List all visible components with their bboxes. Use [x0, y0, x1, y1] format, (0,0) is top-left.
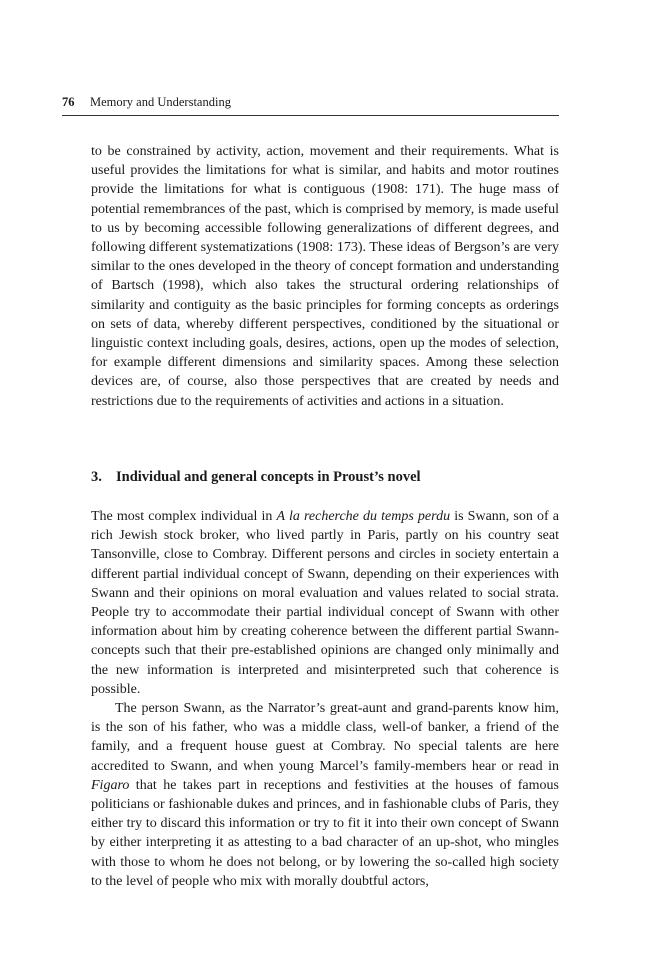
book-title: A la recherche du temps perdu: [276, 509, 451, 524]
body-text-section: [91, 507, 559, 891]
paragraph-text: is Swann, son of a rich Jewish stock broker, who lived partly in Paris, partly on his country seat Tansonville, close to Combray. Different persons and circles in society entertain a different partial individual concept of Swann, depending on their experiences with Swann and their opinions on moral evaluation and values related to social strata. People try to accommodate their partial individual concept of Swann with other information about him by creating coherence between the different partial Swann-concepts such that their pre-established opinions are changed only minimally and the new information is interpreted and misinterpreted such that coherence is possible.: [91, 509, 559, 697]
section-title: Individual and general concepts in Proust’s novel: [116, 469, 421, 485]
section-heading: [91, 467, 559, 487]
paragraph: to be constrained by activity, action, movement and their requirements. What is useful provides the limitations for what is similar, and habits and motor routines provide the limitations for what is contiguous (1908: 171). The huge mass of potential remembrances of the past, which is comprised by memory, is made useful to us by becoming accessible following generalizations of different degrees, and following different systematizations (1908: 173). These ideas of Bergson’s are very similar to the ones developed in the theory of concept formation and understanding of Bartsch (1998), which also takes the structural ordering relationships of similarity and contiguity as the basic principles for forming concepts as orderings on sets of data, whereby different perspectives, conditioned by the situational or linguistic context including goals, desires, actions, open up the modes of selection, for example different dimensions and similarity spaces. Among these selection devices are, of course, also those perspectives that are created by needs and restrictions due to the requirements of activities and actions in a situation.: [91, 144, 559, 409]
paragraph: [91, 507, 559, 699]
paragraph: [91, 699, 559, 891]
running-title: Memory and Understanding: [90, 95, 231, 109]
paragraph-text: The most complex individual in: [91, 509, 277, 524]
section-number: 3.: [91, 469, 102, 485]
paragraph-text: The person Swann, as the Narrator’s great-aunt and grand-parents know him, is the son of his father, who was a middle class, well-of banker, a friend of the family, and a frequent house guest at Combray. No special talents are here accredited to Swann, and when young Marcel’s family-members hear or read in: [91, 701, 559, 774]
page-number: 76: [62, 95, 75, 109]
newspaper-title: Figaro: [91, 777, 130, 793]
running-head: [62, 94, 559, 116]
paragraph-text: that he takes part in receptions and festivities at the houses of famous politicians or fashionable dukes and princes, and in fashionable clubs of Paris, they either try to discard this information or try to fit it into their own concept of Swann by either interpreting it as attesting to a bad character of an up-shot, who mingles with those to whom he does not belong, or by lowering the so-called high society to the level of people who mix with morally doubtful actors,: [91, 777, 559, 889]
body-text-top: [91, 142, 559, 411]
